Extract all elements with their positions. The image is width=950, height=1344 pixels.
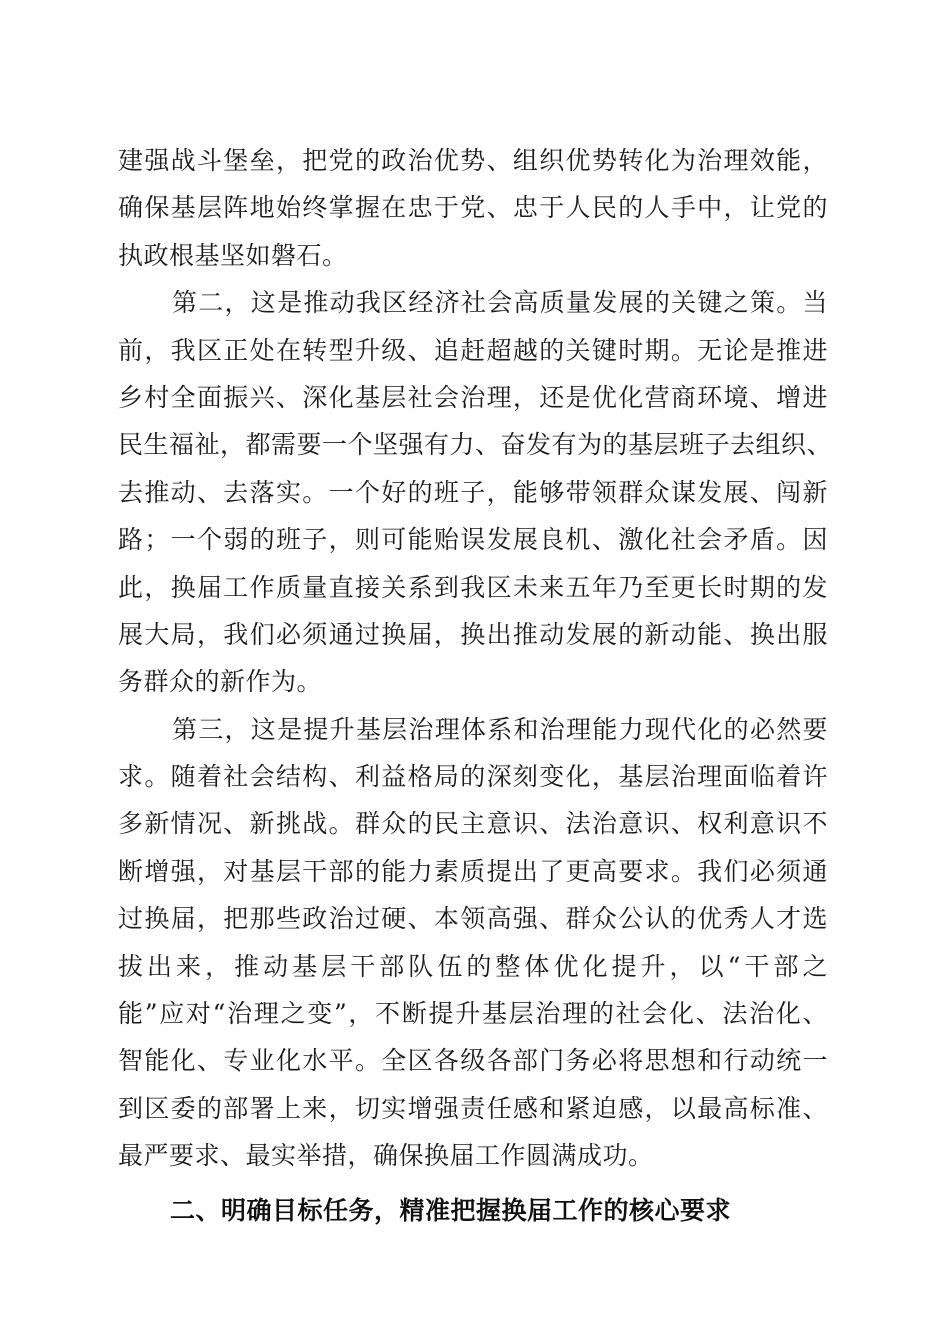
text-line: 拔出来，推动基层干部队伍的整体优化提升，以“干部之 xyxy=(118,951,828,981)
text-line: 求。随着社会结构、利益格局的深刻变化，基层治理面临着许 xyxy=(118,762,828,792)
text-line: 过换届，把那些政治过硬、本领高强、群众公认的优秀人才选 xyxy=(118,904,828,934)
text-line: 展大局，我们必须通过换届，换出推动发展的新动能、换出服 xyxy=(118,619,828,649)
text-line: 路；一个弱的班子，则可能贻误发展良机、激化社会矛盾。因 xyxy=(118,525,828,555)
text-line: 确保基层阵地始终掌握在忠于党、忠于人民的人手中，让党的 xyxy=(118,193,828,223)
paragraph-third-point xyxy=(118,706,828,1180)
section-heading: 二、明确目标任务，精准把握换届工作的核心要求 xyxy=(170,1195,732,1225)
text-line: 民生福祉，都需要一个坚强有力、奋发有为的基层班子去组织、 xyxy=(118,430,833,460)
document-body xyxy=(118,137,833,1234)
text-line: 去推动、去落实。一个好的班子，能够带领群众谋发展、闯新 xyxy=(118,477,828,507)
text-line: 多新情况、新挑战。群众的民主意识、法治意识、权利意识不 xyxy=(118,809,828,839)
text-line: 到区委的部署上来，切实增强责任感和紧迫感，以最高标准、 xyxy=(118,1093,828,1123)
text-line: 此，换届工作质量直接关系到我区未来五年乃至更长时期的发 xyxy=(118,572,828,602)
text-line: 执政根基坚如磐石。 xyxy=(118,240,348,270)
text-line: 前，我区正处在转型升级、追赶超越的关键时期。无论是推进 xyxy=(118,335,828,365)
text-line: 第二，这是推动我区经济社会高质量发展的关键之策。当 xyxy=(172,288,828,318)
text-line: 务群众的新作为。 xyxy=(118,667,323,697)
text-line: 能”应对“治理之变”，不断提升基层治理的社会化、法治化、 xyxy=(118,999,828,1029)
text-line: 建强战斗堡垒，把党的政治优势、组织优势转化为治理效能， xyxy=(118,146,828,175)
text-line: 乡村全面振兴、深化基层社会治理，还是优化营商环境、增进 xyxy=(118,382,828,412)
text-line: 智能化、专业化水平。全区各级各部门务必将思想和行动统一 xyxy=(118,1046,828,1076)
paragraph-continuation xyxy=(118,137,828,279)
paragraph-second-point xyxy=(118,279,833,706)
text-line: 第三，这是提升基层治理体系和治理能力现代化的必然要 xyxy=(172,714,828,744)
text-line: 最严要求、最实举措，确保换届工作圆满成功。 xyxy=(118,1141,654,1171)
text-line: 断增强，对基层干部的能力素质提出了更高要求。我们必须通 xyxy=(118,856,828,886)
